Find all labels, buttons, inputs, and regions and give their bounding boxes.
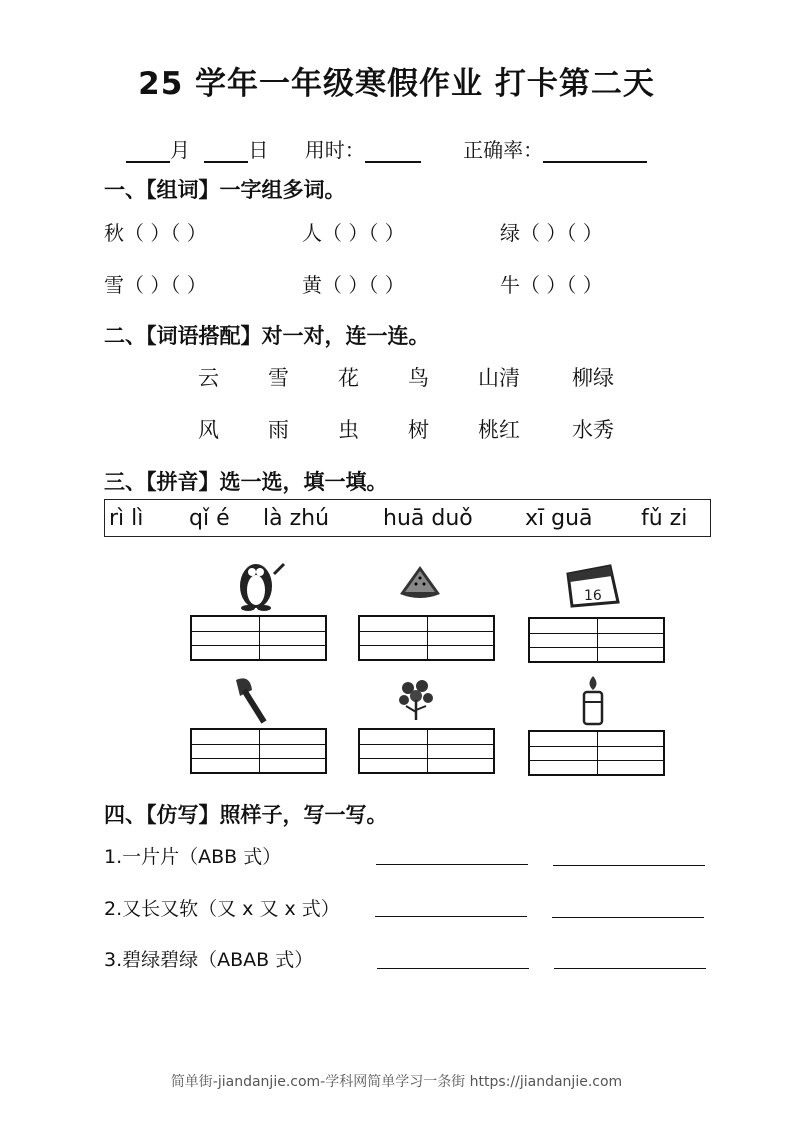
match-word[interactable]: 柳绿: [572, 366, 614, 390]
accuracy-label: 正确率：: [463, 138, 544, 162]
day-blank[interactable]: [204, 141, 248, 163]
answer-line[interactable]: [552, 917, 704, 918]
match-word[interactable]: 桃红: [478, 418, 520, 442]
word-item: 人（ ）（ ）: [302, 221, 405, 245]
pinyin-option: là zhú: [263, 506, 330, 531]
answer-line[interactable]: [554, 968, 706, 969]
day-label: 日: [248, 138, 269, 162]
answer-line[interactable]: [375, 916, 527, 917]
word-item: 雪（ ）（ ）: [104, 273, 207, 297]
pinyin-box: [104, 499, 711, 537]
date-line: [126, 134, 647, 163]
section3-heading: 三、【拼音】选一选，填一填。: [104, 470, 388, 494]
accuracy-blank[interactable]: [543, 141, 647, 163]
page-title: 25 学年一年级寒假作业 打卡第二天: [138, 66, 655, 102]
word-item: 牛（ ）（ ）: [500, 273, 603, 297]
match-word[interactable]: 树: [408, 418, 429, 442]
word-item: 秋（ ）（ ）: [104, 221, 207, 245]
month-label: 月: [170, 138, 190, 162]
candle-icon: [578, 672, 608, 728]
answer-line[interactable]: [377, 968, 529, 969]
match-word[interactable]: 风: [198, 418, 219, 442]
match-word[interactable]: 虫: [338, 418, 359, 442]
svg-text:16: 16: [584, 588, 602, 604]
match-word[interactable]: 雪: [268, 366, 289, 390]
answer-grid[interactable]: [358, 615, 495, 661]
match-word[interactable]: 花: [338, 366, 359, 390]
answer-line[interactable]: [376, 864, 528, 865]
pinyin-option: huā duǒ: [383, 506, 473, 531]
month-blank[interactable]: [126, 141, 170, 163]
pinyin-option: rì lì: [109, 506, 144, 531]
match-word[interactable]: 山清: [478, 366, 520, 390]
axe-icon: [228, 674, 272, 726]
footer-watermark: 简单街-jiandanjie.com-学科网简单学习一条街 https://jiandanjie.com: [170, 1074, 623, 1090]
match-word[interactable]: 鸟: [408, 366, 429, 390]
word-item: 黄（ ）（ ）: [302, 273, 405, 297]
watermelon-icon: [396, 560, 444, 602]
imitation-item: 1.一片片（ABB 式）: [104, 846, 282, 868]
calendar-icon: [562, 560, 624, 608]
penguin-icon: [228, 550, 292, 612]
imitation-item: 2.又长又软（又 x 又 x 式）: [104, 898, 340, 920]
time-blank[interactable]: [365, 141, 421, 163]
section2-heading: 二、【词语搭配】对一对，连一连。: [104, 324, 430, 348]
pinyin-option: fǔ zi: [641, 506, 688, 531]
answer-grid[interactable]: [190, 615, 327, 661]
match-word[interactable]: 水秀: [572, 418, 614, 442]
flower-icon: [392, 676, 440, 722]
time-label: 用时：: [304, 138, 365, 162]
match-word[interactable]: 雨: [268, 418, 289, 442]
imitation-item: 3.碧绿碧绿（ABAB 式）: [104, 949, 314, 971]
answer-grid[interactable]: [528, 617, 665, 663]
pinyin-option: xī guā: [525, 506, 593, 531]
section1-heading: 一、【组词】一字组多词。: [104, 178, 346, 202]
answer-grid[interactable]: [358, 728, 495, 774]
pinyin-option: qǐ é: [189, 506, 230, 531]
section4-heading: 四、【仿写】照样子，写一写。: [104, 803, 388, 827]
answer-grid[interactable]: [528, 730, 665, 776]
match-word[interactable]: 云: [198, 366, 219, 390]
answer-grid[interactable]: [190, 728, 327, 774]
word-item: 绿（ ）（ ）: [500, 221, 603, 245]
answer-line[interactable]: [553, 865, 705, 866]
